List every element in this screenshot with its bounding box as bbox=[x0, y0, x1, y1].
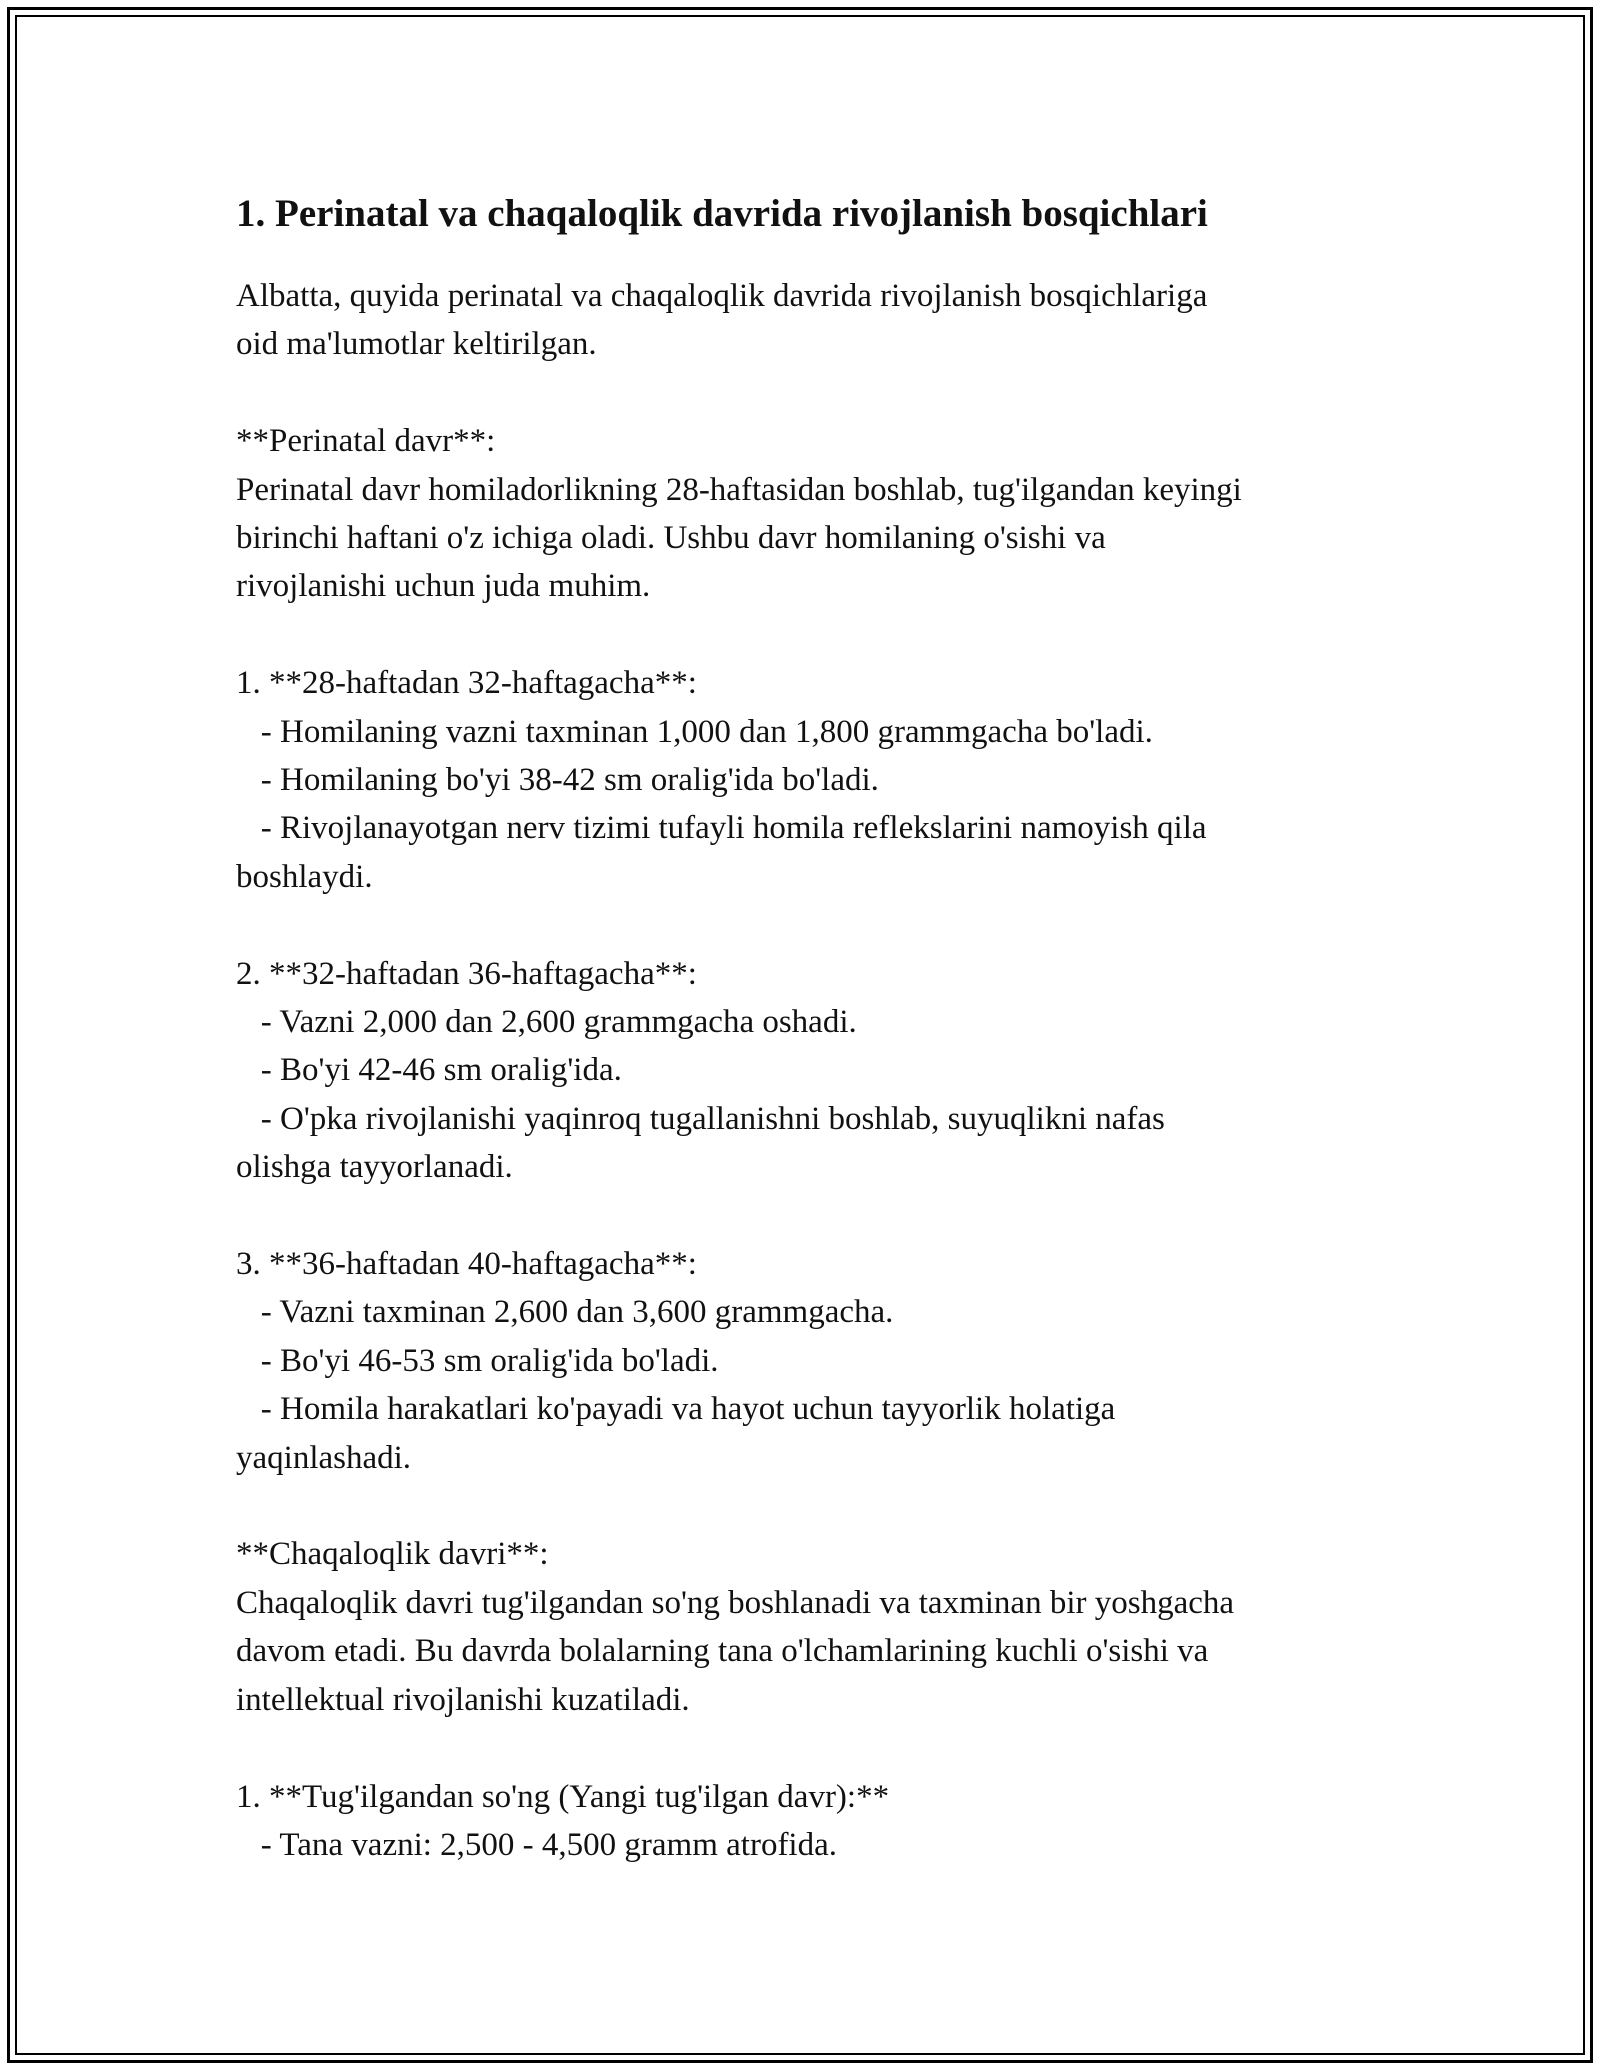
infancy-section: **Chaqaloqlik davri**: Chaqaloqlik davri tug'ilgandan so'ng boshlanadi va taxminan bir yoshgacha davom etadi. Bu davrda bolalarning tana o'lchamlarining kuchli o'sishi va intellektual rivojlanishi kuzatiladi. bbox=[236, 1536, 1235, 1718]
paragraph-gap bbox=[236, 1192, 1386, 1240]
stage-28-32-weeks: 1. **28-haftadan 32-haftagacha**: - Homilaning vazni taxminan 1,000 dan 1,800 grammgacha bo'ladi. - Homilaning bo'yi 38-42 sm oralig'ida bo'ladi. - Rivojlanayotgan nerv tizimi tufayli homila reflekslarini namoyish qila boshlaydi. bbox=[236, 665, 1207, 895]
paragraph-gap bbox=[236, 901, 1386, 949]
paragraph-gap bbox=[236, 1482, 1386, 1530]
document-body bbox=[236, 186, 1386, 1869]
stage-32-36-weeks: 2. **32-haftadan 36-haftagacha**: - Vazni 2,000 dan 2,600 grammgacha oshadi. - Bo'yi 42-46 sm oralig'ida. - O'pka rivojlanishi yaqinroq tugallanishni boshlab, suyuqlikni nafas olishga tayyorlanadi. bbox=[236, 955, 1165, 1186]
intro-paragraph: Albatta, quyida perinatal va chaqaloqlik davrida rivojlanish bosqichlariga oid ma'lumotlar keltirilgan. bbox=[236, 278, 1208, 363]
document-title: 1. Perinatal va chaqaloqlik davrida rivojlanish bosqichlari bbox=[236, 192, 1208, 235]
paragraph-gap bbox=[236, 611, 1386, 659]
perinatal-section: **Perinatal davr**: Perinatal davr homiladorlikning 28-haftasidan boshlab, tug'ilgandan keyingi birinchi haftani o'z ichiga oladi. Ushbu davr homilaning o'sishi va rivojlanishi uchun juda muhim. bbox=[236, 423, 1242, 605]
paragraph-gap bbox=[236, 1724, 1386, 1772]
newborn-stage: 1. **Tug'ilgandan so'ng (Yangi tug'ilgan davr):** - Tana vazni: 2,500 - 4,500 gramm atrofida. bbox=[236, 1778, 890, 1863]
stage-36-40-weeks: 3. **36-haftadan 40-haftagacha**: - Vazni taxminan 2,600 dan 3,600 grammgacha. - Bo'yi 46-53 sm oralig'ida bo'ladi. - Homila harakatlari ko'payadi va hayot uchun tayyorlik holatiga yaqinlashadi. bbox=[236, 1246, 1116, 1476]
paragraph-gap bbox=[236, 369, 1386, 417]
